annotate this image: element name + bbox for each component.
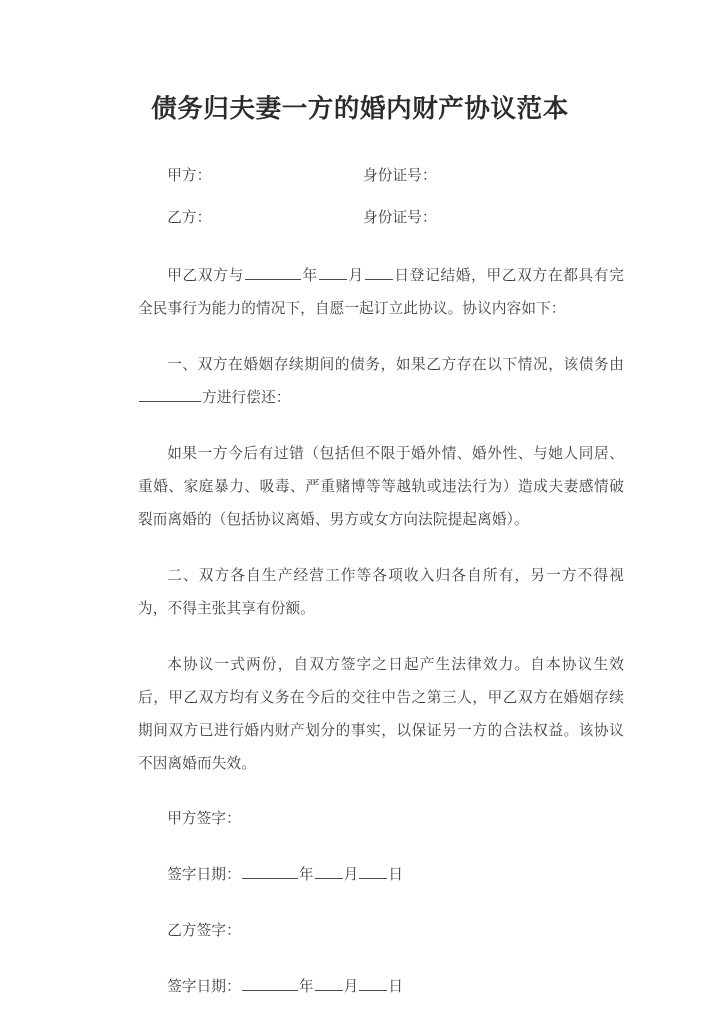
party-row-a: [138, 160, 624, 193]
party-a-date-line: [138, 859, 624, 892]
party-b-month-blank: [315, 975, 343, 991]
clause-two: [138, 560, 624, 626]
page-title: 债务归夫妻一方的婚内财产协议范本: [151, 94, 569, 123]
party-a-label: 甲方：: [167, 168, 212, 184]
party-a-day-unit: 日: [388, 867, 404, 883]
party-a-year-unit: 年: [298, 867, 314, 883]
party-b-year-unit: 年: [298, 979, 314, 995]
party-b-month-unit: 月: [343, 979, 359, 995]
clause-two-text: 双方各自生产经营工作等各项收入归各自所有，另一方不得视为，不得主张其享有份额。: [138, 568, 624, 617]
clause-one-text-before: 双方在婚姻存续期间的债务，如果乙方存在以下情况，该债务由: [197, 357, 625, 373]
marriage-month-blank: [319, 264, 347, 280]
closing-paragraph: 本协议一式两份，自双方签字之日起产生法律效力。自本协议生效后，甲乙双方均有义务在今后的交往中告之第三人，甲乙双方在婚姻存续期间双方已进行婚内财产划分的事实，以保证另一方的合法权益。该协议不因离婚而失效。: [138, 657, 624, 772]
party-b-label: 乙方：: [167, 210, 212, 226]
clause-one-number: 一、: [167, 357, 198, 373]
liable-party-blank: [139, 386, 201, 402]
party-a-day-blank: [359, 863, 387, 879]
clause-two-number: 二、: [167, 568, 199, 584]
party-a-signature-line: 甲方签字：: [167, 811, 241, 827]
preamble-text-2: 年: [301, 268, 318, 284]
party-a-date-label: 签字日期：: [167, 867, 241, 883]
party-b-signature-line: 乙方签字：: [167, 923, 241, 939]
document-body: [138, 160, 624, 1004]
clause-one-text-after: 方进行偿还：: [202, 390, 291, 406]
marriage-day-blank: [365, 264, 393, 280]
party-a-month-unit: 月: [343, 867, 359, 883]
party-b-date-label: 签字日期：: [167, 979, 241, 995]
party-row-b: [138, 202, 624, 235]
preamble-text-4: 日登记结婚，甲乙双方在都具有完全民事行为能力的情况下，自愿一起订立此协议。协议内容如下：: [138, 268, 624, 317]
clause-one-detail: 如果一方今后有过错（包括但不限于婚外情、婚外性、与她人同居、重婚、家庭暴力、吸毒、严重赌博等等越轨或违法行为）造成夫妻感情破裂而离婚的（包括协议离婚、男方或女方向法院提起离婚）。: [138, 446, 624, 528]
party-b-year-blank: [242, 975, 298, 991]
party-b-date-line: [138, 971, 624, 1004]
clause-one: [138, 349, 624, 415]
preamble-text-3: 月: [347, 268, 364, 284]
party-b-id-label: 身份证号：: [363, 210, 437, 226]
marriage-year-blank: [245, 264, 301, 280]
party-a-year-blank: [242, 863, 298, 879]
preamble-paragraph: [138, 260, 624, 326]
party-a-id-label: 身份证号：: [363, 168, 437, 184]
party-a-month-blank: [315, 863, 343, 879]
preamble-text-1: 甲乙双方与: [167, 268, 244, 284]
party-b-day-unit: 日: [388, 979, 404, 995]
party-b-day-blank: [359, 975, 387, 991]
